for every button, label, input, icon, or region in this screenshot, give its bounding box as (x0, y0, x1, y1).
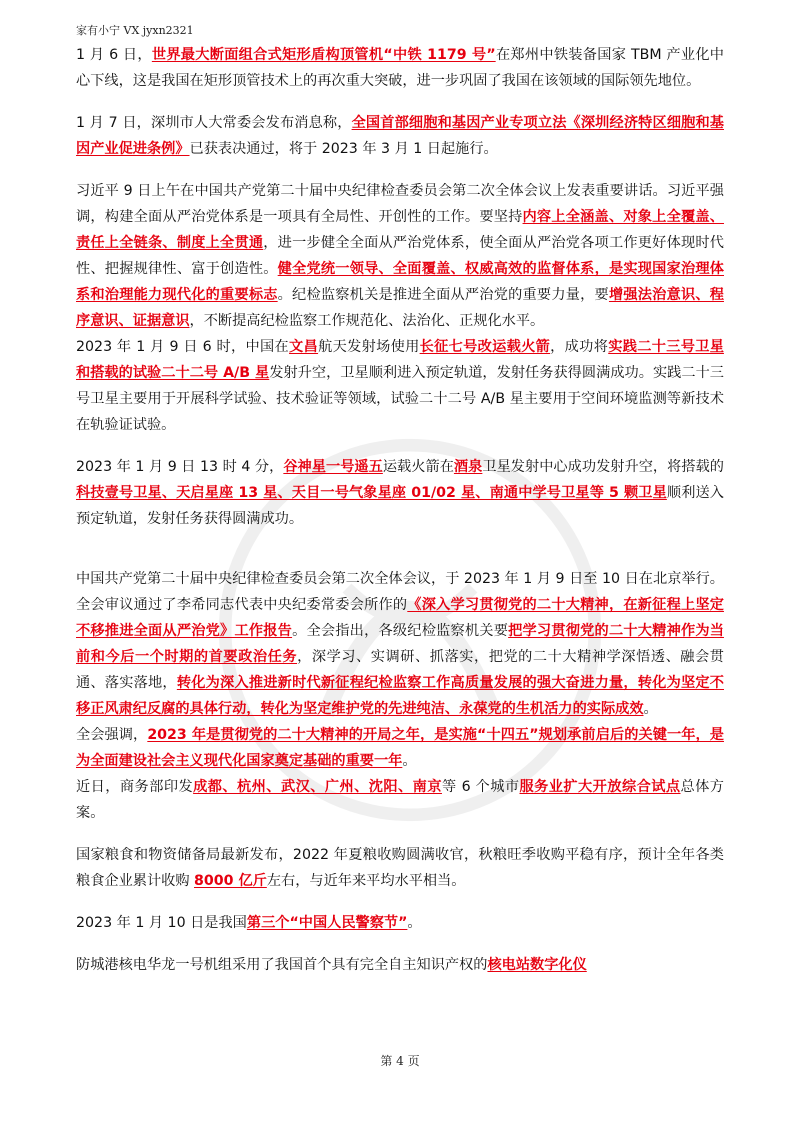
body-text: 。 (402, 753, 417, 769)
page-header: 家有小宁 VX jyxn2321 (76, 24, 194, 37)
highlighted-text: 全国首部细胞和基因产业专项立法《深圳经济特区细胞和基因产业促进条例》 (76, 115, 724, 157)
news-paragraph (76, 178, 724, 334)
body-text: ，进一步健全全面从严治党体系，使全面从严治党各项工作更好体现时代性、把握规律性、富于创造性。 (76, 235, 724, 277)
news-paragraph (76, 910, 724, 936)
body-text: 1 月 6 日， (76, 47, 152, 63)
highlighted-text: 核电站数字化仪 (487, 957, 587, 973)
news-paragraph (76, 566, 724, 722)
body-text: 近日，商务部印发 (76, 779, 194, 795)
body-text: 1 月 7 日，深圳市人大常委会发布消息称， (76, 115, 352, 131)
news-paragraph (76, 454, 724, 532)
news-paragraph (76, 334, 724, 438)
highlighted-text: 8000 亿斤 (194, 873, 267, 889)
highlighted-text: 健全党统一领导、全面覆盖、权威高效的监督体系，是实现国家治理体系和治理能力现代化的重要标志 (76, 261, 724, 303)
highlighted-text: 把学习贯彻党的二十大精神作为当前和今后一个时期的首要政治任务 (76, 623, 724, 665)
body-text: 防城港核电华龙一号机组采用了我国首个具有完全自主知识产权的 (76, 957, 488, 973)
news-paragraph (76, 722, 724, 774)
highlighted-text: 科技壹号卫星、天启星座 13 星、天目一号气象星座 01/02 星、南通中学号卫星等 5 颗卫星 (76, 485, 667, 501)
highlighted-text: 增强法治意识、程序意识、证据意识 (76, 287, 724, 329)
highlighted-text: 服务业扩大开放综合试点 (519, 779, 681, 795)
highlighted-text: 《深入学习贯彻党的二十大精神，在新征程上坚定不移推进全面从严治党》工作报告 (76, 597, 724, 639)
body-text: 发射升空，卫星顺利进入预定轨道，发射任务获得圆满成功。实践二十三号卫星主要用于开展科学试验、技术验证等领域，试验二十二号 A/B 星主要用于空间环境监测等新技术在轨验证试验。 (76, 365, 724, 433)
body-text: 已获表决通过，将于 2023 年 3 月 1 日起施行。 (189, 141, 498, 157)
body-text: 2023 年 1 月 9 日 6 时，中国在 (76, 339, 290, 355)
body-text: 中国共产党第二十届中央纪律检查委员会第二次全体会议，于 2023 年 1 月 9 日至 10 日在北京举行。全会审议通过了李希同志代表中央纪委常委会所作的 (76, 571, 724, 613)
highlighted-text: 成都、杭州、武汉、广州、沈阳、南京 (193, 779, 442, 795)
body-text: 2023 年 1 月 10 日是我国 (76, 915, 247, 931)
highlighted-text: 酒泉 (453, 459, 483, 475)
body-text: 。纪检监察机关是推进全面从严治党的重要力量，要 (277, 287, 609, 303)
news-paragraph (76, 952, 724, 978)
highlighted-text: 长征七号改运载火箭 (419, 339, 551, 355)
body-text: 习近平 9 日上午在中国共产党第二十届中央纪律检查委员会第二次全体会议上发表重要讲话。习近平强调，构建全面从严治党体系是一项具有全局性、开创性的工作。要坚持 (76, 183, 724, 225)
page-number: 第 4 页 (380, 1054, 420, 1068)
news-paragraph (76, 842, 724, 894)
body-text: 全会强调， (76, 727, 148, 743)
highlighted-text: 第三个“中国人民警察节” (246, 915, 408, 931)
body-text: ，不断提高纪检监察工作规范化、法治化、正规化水平。 (189, 313, 545, 329)
body-text: 。 (407, 915, 422, 931)
body-text: ，成功将 (550, 339, 609, 355)
highlighted-text: 文昌 (289, 339, 319, 355)
body-text: 卫星发射中心成功发射升空，将搭载的 (482, 459, 724, 475)
body-text: 等 6 个城市 (441, 779, 520, 795)
body-text: 2023 年 1 月 9 日 13 时 4 分， (76, 459, 284, 475)
body-text: 总体方案。 (76, 779, 724, 821)
body-text: ，深学习、实调研、抓落实，把党的二十大精神学深悟透、融会贯通、落实落地， (76, 649, 724, 691)
body-text: 国家粮食和物资储备局最新发布，2022 年夏粮收购圆满收官，秋粮旺季收购平稳有序，预计全年各类粮食企业累计收购 (76, 847, 724, 889)
body-text: 左右，与近年来平均水平相当。 (266, 873, 466, 889)
body-text: 。全会指出，各级纪检监察机关要 (292, 623, 509, 639)
document-body (76, 42, 724, 978)
body-text: 航天发射场使用 (318, 339, 420, 355)
news-paragraph (76, 42, 724, 94)
highlighted-text: 转化为深入推进新时代新征程纪检监察工作高质量发展的强大奋进力量，转化为坚定不移正风肃纪反腐的具体行动，转化为坚定维护党的先进纯洁、永葆党的生机活力的实际成效 (76, 675, 724, 717)
news-paragraph (76, 110, 724, 162)
highlighted-text: 谷神星一号遥五 (283, 459, 383, 475)
body-text: 在郑州中铁装备国家 TBM 产业化中心下线，这是我国在矩形顶管技术上的再次重大突破，进一步巩固了我国在该领域的国际领先地位。 (76, 47, 724, 89)
body-text: 顺利送入预定轨道，发射任务获得圆满成功。 (76, 485, 724, 527)
highlighted-text: 实践二十三号卫星和搭载的试验二十二号 A/B 星 (76, 339, 724, 381)
highlighted-text: 内容上全涵盖、对象上全覆盖、责任上全链条、制度上全贯通 (76, 209, 724, 251)
highlighted-text: 世界最大断面组合式矩形盾构顶管机“中铁 1179 号” (151, 47, 496, 63)
body-text: 。 (643, 701, 658, 717)
highlighted-text: 2023 年是贯彻党的二十大精神的开局之年，是实施“十四五”规划承前启后的关键一年，是为全面建设社会主义现代化国家奠定基础的重要一年 (76, 727, 724, 769)
body-text: 运载火箭在 (382, 459, 454, 475)
news-paragraph (76, 774, 724, 826)
